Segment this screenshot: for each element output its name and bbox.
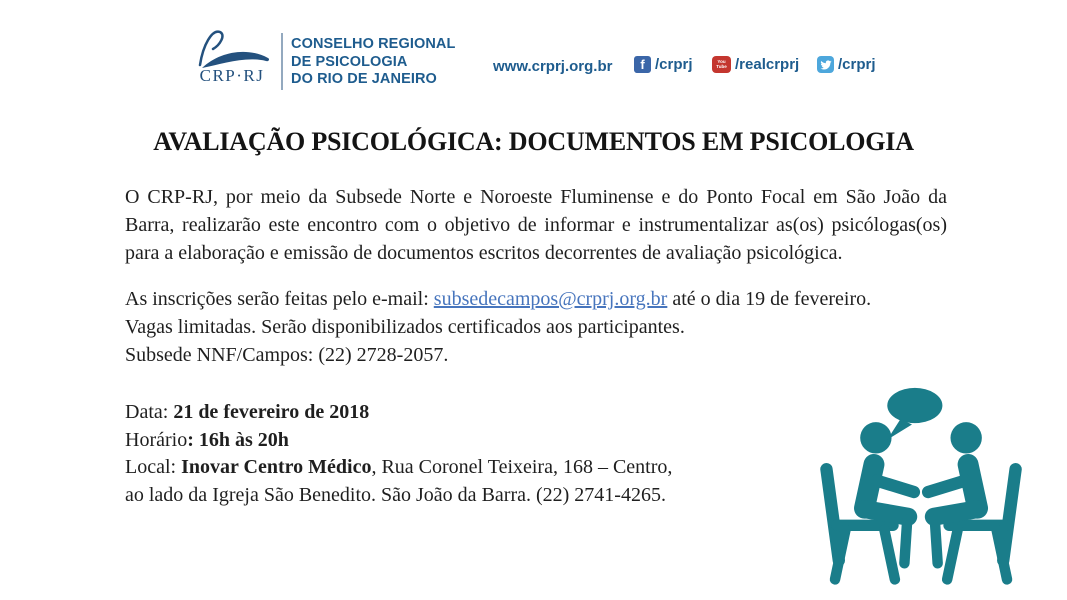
speech-bubble-icon: [887, 388, 942, 423]
facebook-handle: /crprj: [655, 56, 693, 73]
org-name-line2: DE PSICOLOGIA: [291, 53, 408, 70]
facebook-glyph: f: [640, 57, 645, 72]
logo-wordmark: CRP·RJ: [199, 66, 265, 85]
youtube-icon: [712, 56, 731, 73]
conversation-icon: [813, 377, 1030, 588]
registration-line1-after: até o dia 19 de fevereiro.: [667, 288, 872, 310]
social-facebook: [634, 56, 693, 73]
place-name: Inovar Centro Médico: [181, 456, 372, 478]
org-name-line1: CONSELHO REGIONAL: [291, 36, 456, 52]
intro-paragraph: O CRP-RJ, por meio da Subsede Norte e Noroeste Fluminense e do Ponto Focal em São João da Barra, realizarão este encontro com o objetivo de informar e instrumentalizar as(os) psicólogas(os) para a elaboração e emissão de documentos escritos decorrentes de avaliação psicológica.: [125, 186, 947, 264]
facebook-icon: [634, 56, 651, 73]
social-twitter: [817, 56, 876, 73]
twitter-bird-icon: [820, 59, 832, 71]
website-url: www.crprj.org.br: [493, 58, 613, 75]
logo-divider: [281, 33, 283, 90]
registration-line1-before: As inscrições serão feitas pelo e-mail:: [125, 288, 434, 310]
email-link[interactable]: subsedecampos@crprj.org.br: [433, 288, 668, 310]
crprj-bird-icon: [192, 25, 272, 69]
youtube-glyph-top: You: [717, 59, 726, 64]
youtube-glyph-bottom: Tube: [716, 63, 727, 69]
twitter-handle: /crprj: [838, 56, 876, 73]
page-title: AVALIAÇÃO PSICOLÓGICA: DOCUMENTOS EM PSICOLOGIA: [153, 127, 914, 156]
registration-line2: Vagas limitadas. Serão disponibilizados certificados aos participantes.: [125, 316, 685, 338]
date-value: 21 de fevereiro de 2018: [173, 401, 370, 423]
org-name-line3: DO RIO DE JANEIRO: [291, 71, 437, 87]
place-label: Local:: [125, 456, 182, 478]
social-youtube: [712, 56, 799, 73]
event-place-line2: ao lado da Igreja São Benedito. São João da Barra. (22) 2741-4265.: [125, 483, 666, 506]
registration-line1: [125, 285, 947, 313]
twitter-icon: [817, 56, 834, 73]
time-label: Horário: [125, 428, 188, 451]
registration-paragraph: [125, 285, 947, 369]
youtube-handle: /realcrprj: [735, 56, 800, 73]
org-name: [291, 36, 455, 89]
date-label: Data:: [125, 401, 174, 423]
registration-line3: Subsede NNF/Campos: (22) 2728-2057.: [125, 344, 449, 366]
crprj-logo: [186, 25, 278, 86]
time-value: : 16h às 20h: [187, 428, 289, 451]
place-rest: , Rua Coronel Teixeira, 168 – Centro,: [371, 456, 673, 478]
